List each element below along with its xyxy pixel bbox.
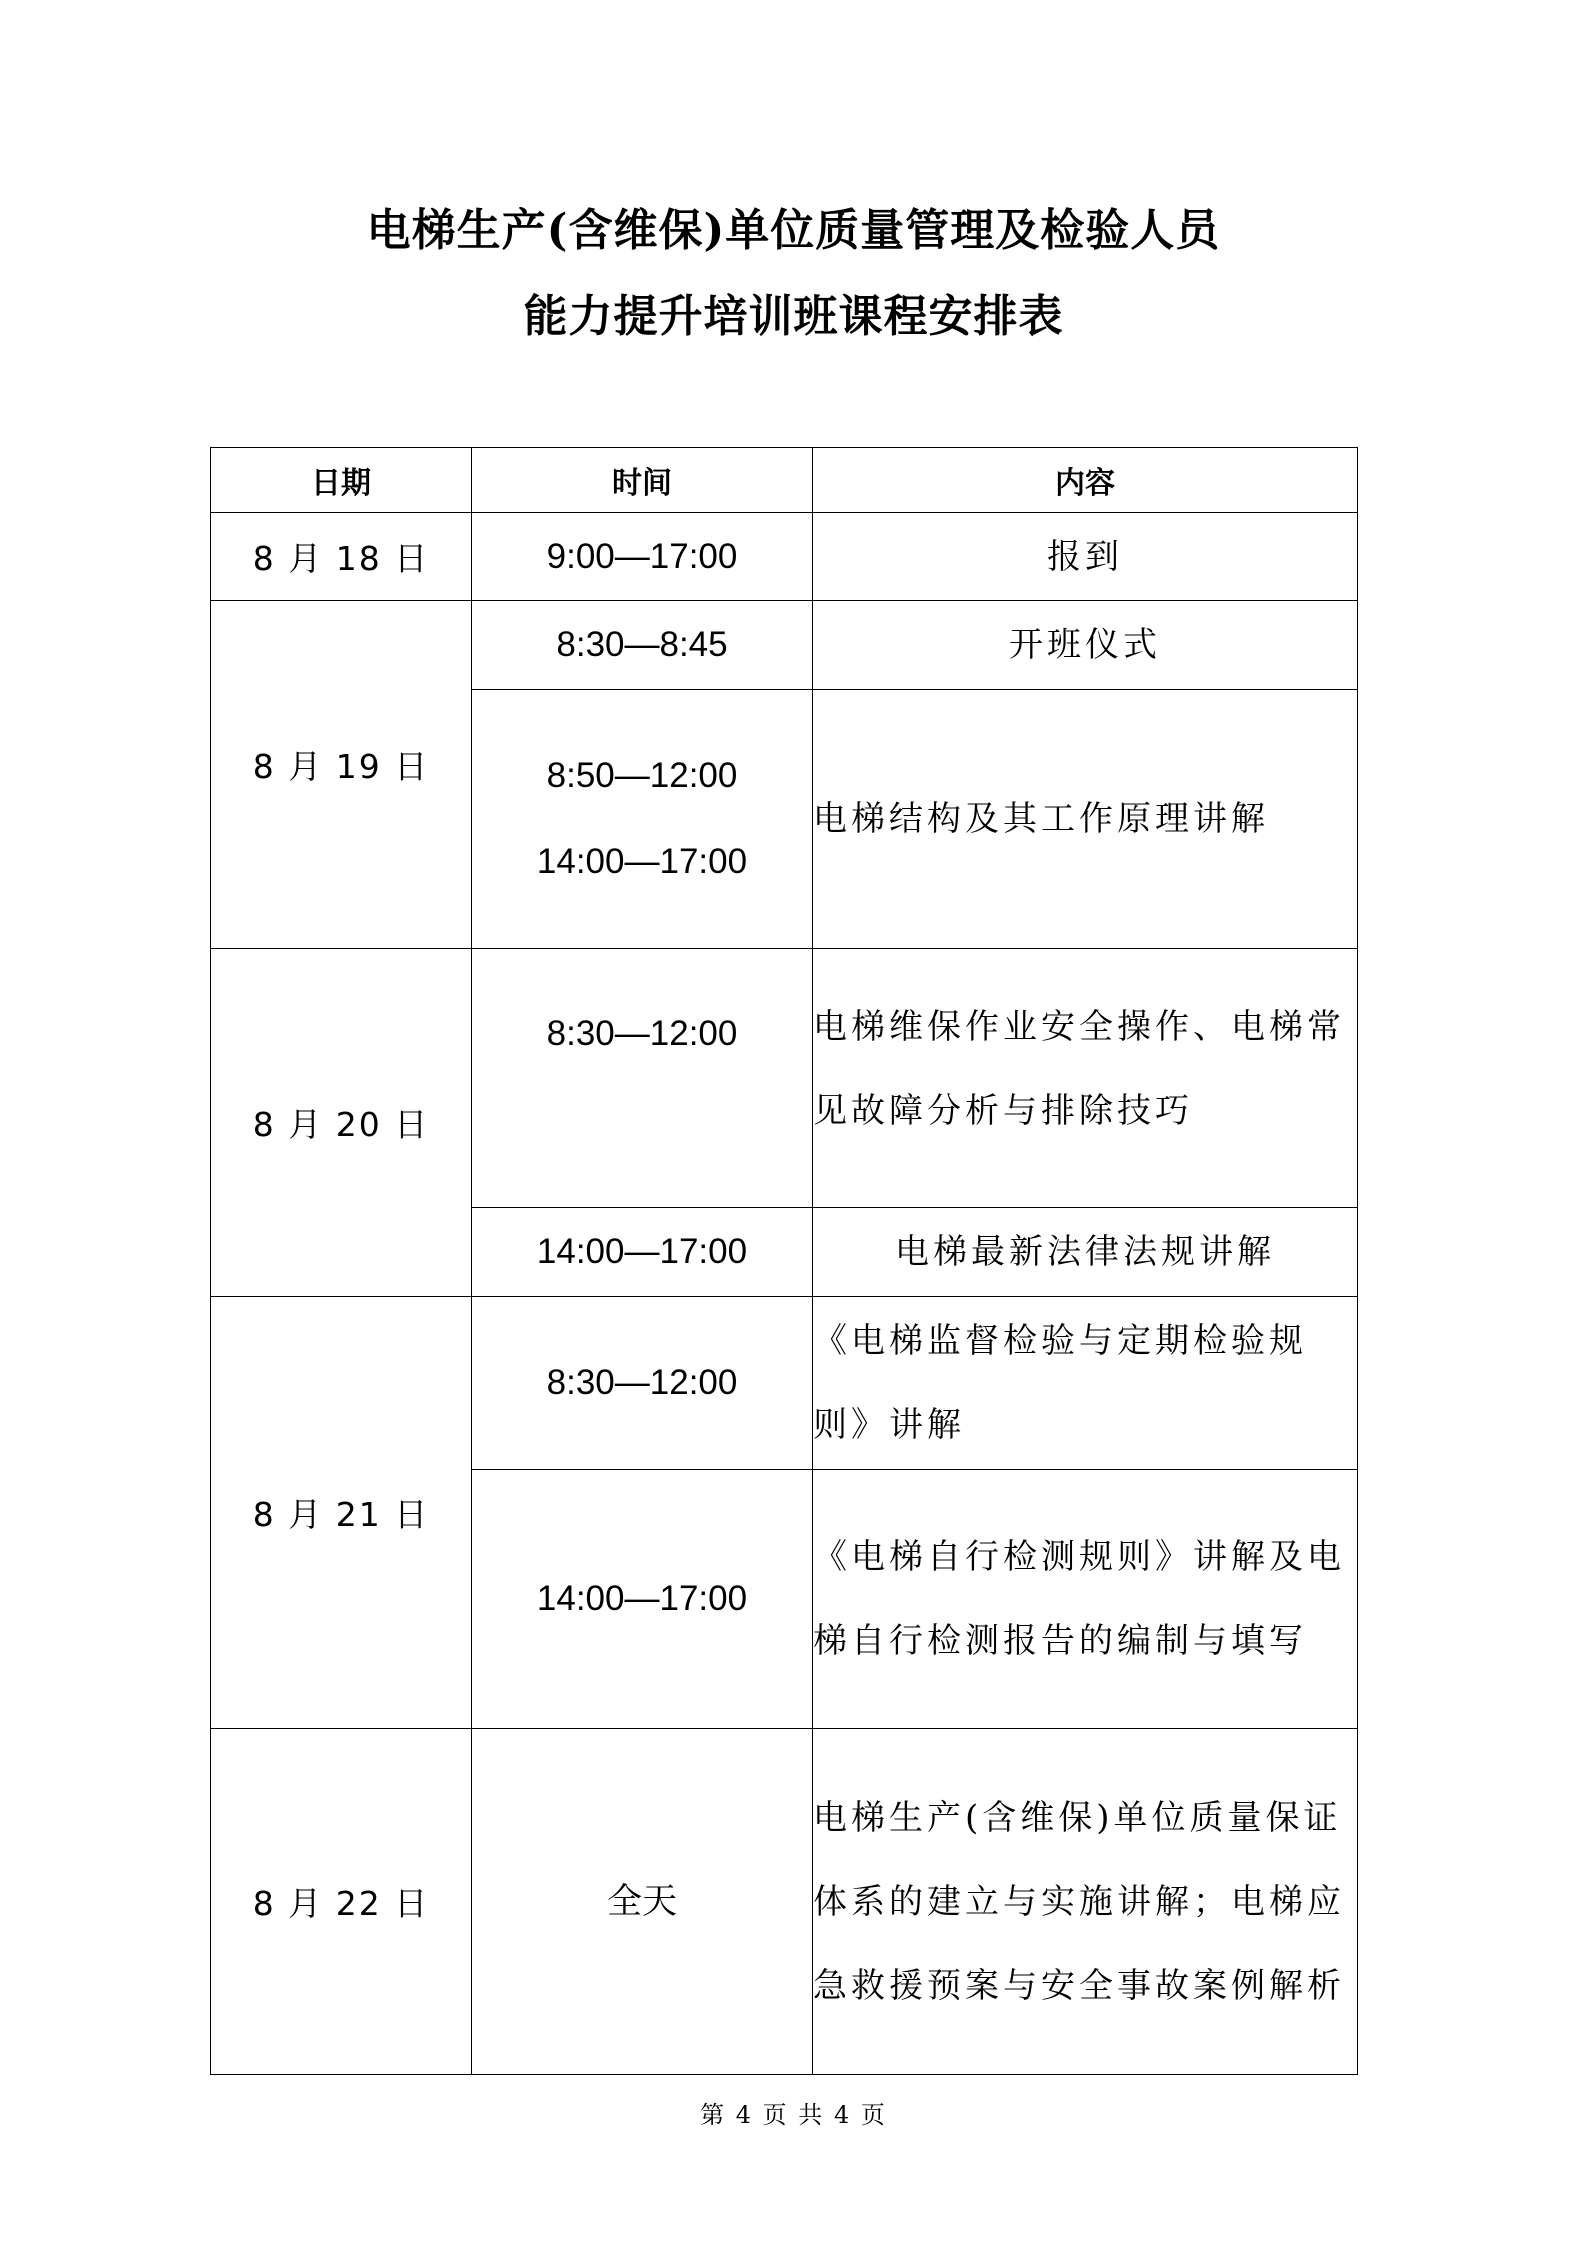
table-row — [211, 1729, 1358, 2075]
page-footer: 第 4 页 共 4 页 — [700, 2101, 887, 2129]
time-cell: 14:00—17:00 — [472, 1208, 813, 1297]
content-cell: 电梯最新法律法规讲解 — [813, 1208, 1358, 1297]
time-cell: 全天 — [472, 1729, 813, 2075]
date-cell: 8 月 18 日 — [211, 513, 472, 601]
time-am: 8:50—12:00 — [546, 756, 738, 795]
time-cell: 8:30—12:00 — [472, 949, 813, 1208]
table-row — [211, 1297, 1358, 1470]
table-header-row — [211, 448, 1358, 513]
title-line-1: 电梯生产(含维保)单位质量管理及检验人员 — [366, 205, 1221, 256]
time-pm: 14:00—17:00 — [536, 842, 748, 881]
date-cell: 8 月 22 日 — [211, 1729, 472, 2075]
header-date: 日期 — [211, 448, 472, 513]
date-cell: 8 月 21 日 — [211, 1297, 472, 1729]
time-cell: 8:30—12:00 — [472, 1297, 813, 1470]
document-title — [0, 200, 1587, 348]
time-cell: 9:00—17:00 — [472, 513, 813, 601]
header-content: 内容 — [813, 448, 1358, 513]
schedule-table — [210, 447, 1358, 2075]
time-cell: 14:00—17:00 — [472, 1470, 813, 1729]
content-cell: 《电梯自行检测规则》讲解及电梯自行检测报告的编制与填写 — [813, 1470, 1358, 1729]
content-cell: 报到 — [813, 513, 1358, 601]
content-cell: 《电梯监督检验与定期检验规则》讲解 — [813, 1297, 1358, 1470]
table-row — [211, 949, 1358, 1208]
date-cell: 8 月 19 日 — [211, 601, 472, 949]
content-cell: 电梯结构及其工作原理讲解 — [813, 690, 1358, 949]
content-cell: 电梯维保作业安全操作、电梯常见故障分析与排除技巧 — [813, 949, 1358, 1208]
content-cell: 电梯生产(含维保)单位质量保证体系的建立与实施讲解；电梯应急救援预案与安全事故案例解析 — [813, 1729, 1358, 2075]
date-cell: 8 月 20 日 — [211, 949, 472, 1297]
table-row — [211, 601, 1358, 690]
table-row — [211, 513, 1358, 601]
content-cell: 开班仪式 — [813, 601, 1358, 690]
time-cell: 8:30—8:45 — [472, 601, 813, 690]
title-line-2: 能力提升培训班课程安排表 — [523, 291, 1064, 342]
header-time: 时间 — [472, 448, 813, 513]
time-cell — [472, 690, 813, 949]
